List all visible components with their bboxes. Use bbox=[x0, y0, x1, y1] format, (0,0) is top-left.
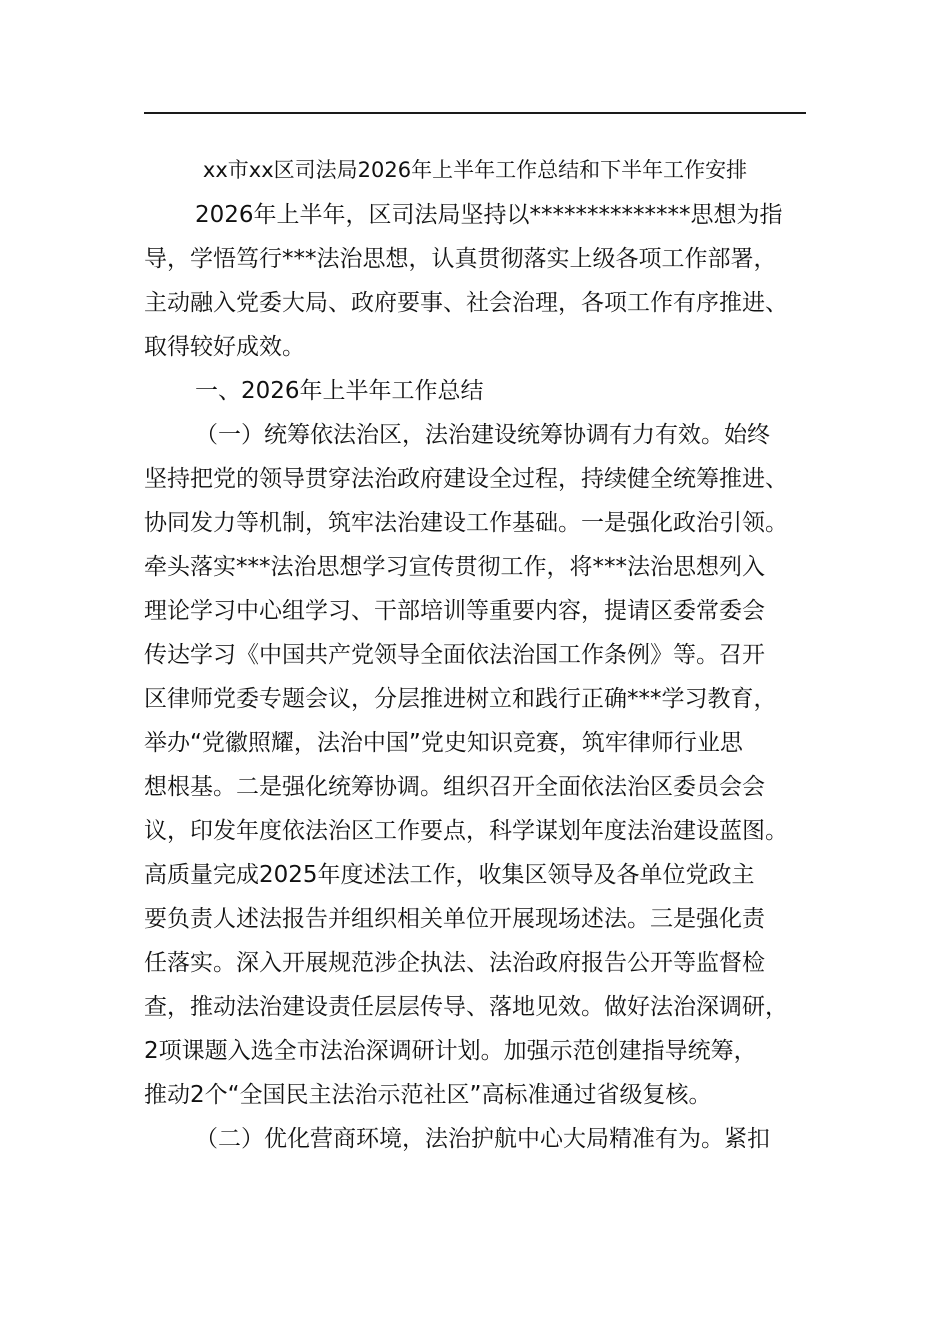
paragraph-line: 任落实。深入开展规范涉企执法、法治政府报告公开等监督检 bbox=[144, 950, 765, 976]
document-title: xx市xx区司法局2026年上半年工作总结和下半年工作安排 bbox=[202, 158, 748, 182]
paragraph-line: 主动融入党委大局、政府要事、社会治理，各项工作有序推进、 bbox=[144, 290, 788, 316]
paragraph-line: 举办“党徽照耀，法治中国”党史知识竞赛，筑牢律师行业思 bbox=[144, 730, 743, 756]
paragraph-line: 要负责人述法报告并组织相关单位开展现场述法。三是强化责 bbox=[144, 906, 765, 932]
section-heading: 一、2026年上半年工作总结 bbox=[195, 378, 484, 404]
paragraph-line: 传达学习《中国共产党领导全面依法治国工作条例》等。召开 bbox=[144, 642, 765, 668]
paragraph-line: 想根基。二是强化统筹协调。组织召开全面依法治区委员会会 bbox=[144, 774, 765, 800]
subsection-heading-line: （二）优化营商环境，法治护航中心大局精准有为。紧扣 bbox=[195, 1126, 770, 1152]
paragraph-line: 区律师党委专题会议，分层推进树立和践行正确***学习教育， bbox=[144, 686, 777, 712]
header-rule bbox=[144, 112, 806, 114]
paragraph-line: 协同发力等机制，筑牢法治建设工作基础。一是强化政治引领。 bbox=[144, 510, 788, 536]
paragraph-line: 议，印发年度依法治区工作要点，科学谋划年度法治建设蓝图。 bbox=[144, 818, 788, 844]
paragraph-line: 高质量完成2025年度述法工作，收集区领导及各单位党政主 bbox=[144, 862, 755, 888]
paragraph-line: 牵头落实***法治思想学习宣传贯彻工作，将***法治思想列入 bbox=[144, 554, 765, 580]
subsection-heading-line: （一）统筹依法治区，法治建设统筹协调有力有效。始终 bbox=[195, 422, 770, 448]
paragraph-line: 坚持把党的领导贯穿法治政府建设全过程，持续健全统筹推进、 bbox=[144, 466, 788, 492]
paragraph-line: 查，推动法治建设责任层层传导、落地见效。做好法治深调研， bbox=[144, 994, 788, 1020]
paragraph-line: 理论学习中心组学习、干部培训等重要内容，提请区委常委会 bbox=[144, 598, 765, 624]
paragraph-line: 取得较好成效。 bbox=[144, 334, 305, 360]
paragraph-line: 推动2个“全国民主法治示范社区”高标准通过省级复核。 bbox=[144, 1082, 712, 1108]
paragraph-line: 2项课题入选全市法治深调研计划。加强示范创建指导统筹， bbox=[144, 1038, 757, 1064]
paragraph-line: 2026年上半年，区司法局坚持以**************思想为指 bbox=[195, 202, 783, 228]
paragraph-line: 导，学悟笃行***法治思想，认真贯彻落实上级各项工作部署， bbox=[144, 246, 777, 272]
